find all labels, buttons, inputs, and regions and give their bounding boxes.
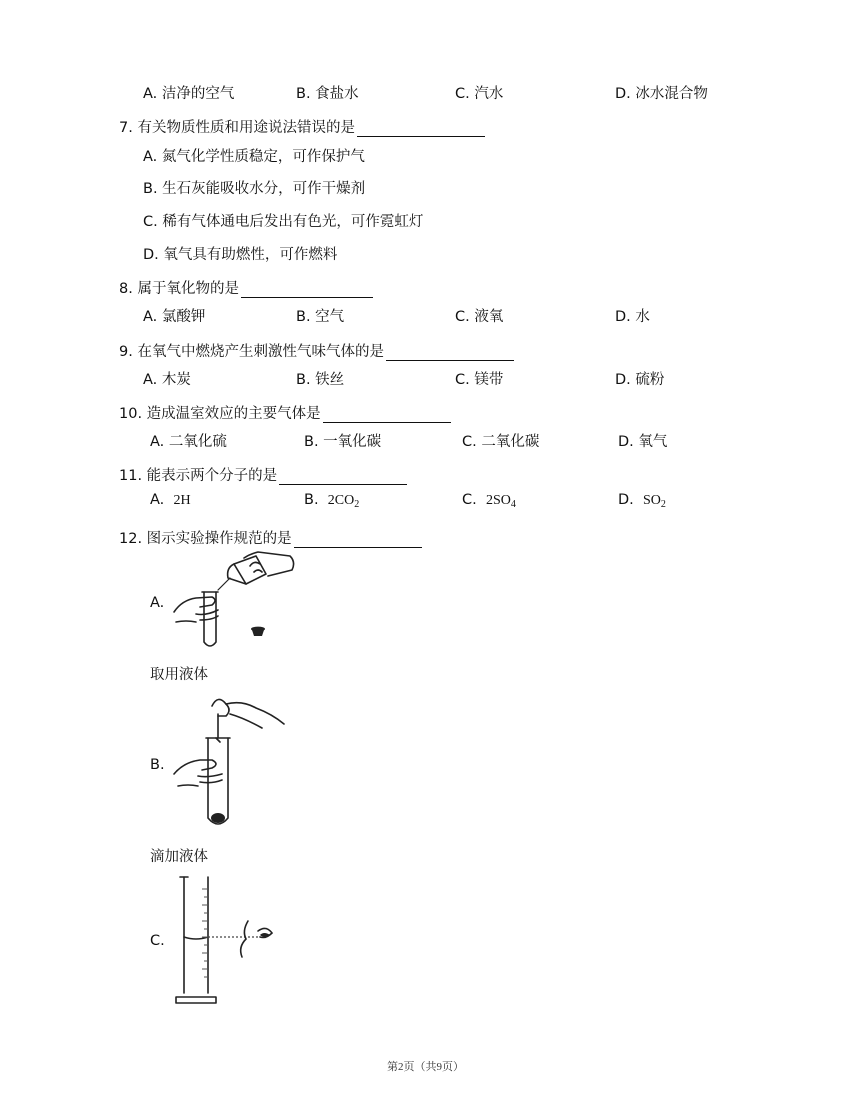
q12-option-b-caption: 滴加液体	[150, 849, 208, 865]
option-letter: C.	[462, 492, 477, 508]
q10-option-d: D. 氧气	[618, 434, 668, 450]
q6-option-b: B. 食盐水	[296, 86, 359, 102]
q6-option-a: A. 洁净的空气	[143, 86, 235, 102]
q12-option-a-caption: 取用液体	[150, 667, 208, 683]
formula: $2CO_2$	[327, 493, 360, 510]
q9-option-a: A. 木炭	[143, 372, 191, 388]
option-letter: D.	[618, 492, 634, 508]
q10-option-a: A. 二氧化硫	[150, 434, 227, 450]
option-letter: A.	[150, 492, 165, 508]
q10-option-b: B. 一氧化碳	[304, 434, 382, 450]
q9-stem-text: 9. 在氧气中燃烧产生刺激性气味气体的是	[119, 344, 384, 360]
q6-option-d: D. 冰水混合物	[615, 86, 708, 102]
q7-option-a: A. 氮气化学性质稳定，可作保护气	[143, 149, 365, 165]
answer-blank	[294, 532, 422, 548]
q7-option-c: C. 稀有气体通电后发出有色光，可作霓虹灯	[143, 214, 424, 230]
q11-option-d	[618, 492, 666, 510]
q12-stem	[119, 527, 422, 548]
q8-option-c: C. 液氧	[455, 309, 504, 325]
q6-option-c: C. 汽水	[455, 86, 504, 102]
formula: $2SO_4$	[485, 493, 516, 510]
q7-option-d: D. 氧气具有助燃性，可作燃料	[143, 247, 338, 263]
page-footer: 第2页（共9页）	[387, 1061, 464, 1073]
q7-option-b: B. 生石灰能吸收水分，可作干燥剂	[143, 181, 366, 197]
q12-option-a-letter: A.	[150, 595, 165, 611]
q8-stem-text: 8. 属于氧化物的是	[119, 281, 239, 297]
q8-stem	[119, 277, 373, 298]
dropping-liquid-figure	[172, 694, 290, 828]
answer-blank	[279, 469, 407, 485]
q8-option-d: D. 水	[615, 309, 650, 325]
answer-blank	[357, 121, 485, 137]
pouring-liquid-figure	[172, 550, 300, 652]
answer-blank	[323, 407, 451, 423]
q11-stem-text: 11. 能表示两个分子的是	[119, 468, 278, 484]
formula: $SO_2$	[643, 493, 666, 510]
q12-option-b-letter: B.	[150, 757, 165, 773]
q10-stem-text: 10. 造成温室效应的主要气体是	[119, 406, 321, 422]
measuring-cylinder-figure	[174, 873, 278, 1005]
q9-option-c: C. 镁带	[455, 372, 504, 388]
formula: 2H	[173, 493, 191, 508]
q11-option-b	[304, 492, 359, 510]
q9-option-b: B. 铁丝	[296, 372, 345, 388]
q8-option-a: A. 氯酸钾	[143, 309, 206, 325]
answer-blank	[386, 345, 514, 361]
q9-stem	[119, 340, 514, 361]
q12-option-c-letter: C.	[150, 933, 165, 949]
q7-stem	[119, 116, 485, 137]
q11-option-a	[150, 492, 191, 510]
q11-option-c	[462, 492, 516, 510]
answer-blank	[241, 282, 373, 298]
q10-option-c: C. 二氧化碳	[462, 434, 540, 450]
q8-option-b: B. 空气	[296, 309, 345, 325]
q12-stem-text: 12. 图示实验操作规范的是	[119, 531, 292, 547]
q10-stem	[119, 402, 451, 423]
q9-option-d: D. 硫粉	[615, 372, 665, 388]
q11-stem	[119, 464, 407, 485]
option-letter: B.	[304, 492, 319, 508]
q7-stem-text: 7. 有关物质性质和用途说法错误的是	[119, 120, 355, 136]
